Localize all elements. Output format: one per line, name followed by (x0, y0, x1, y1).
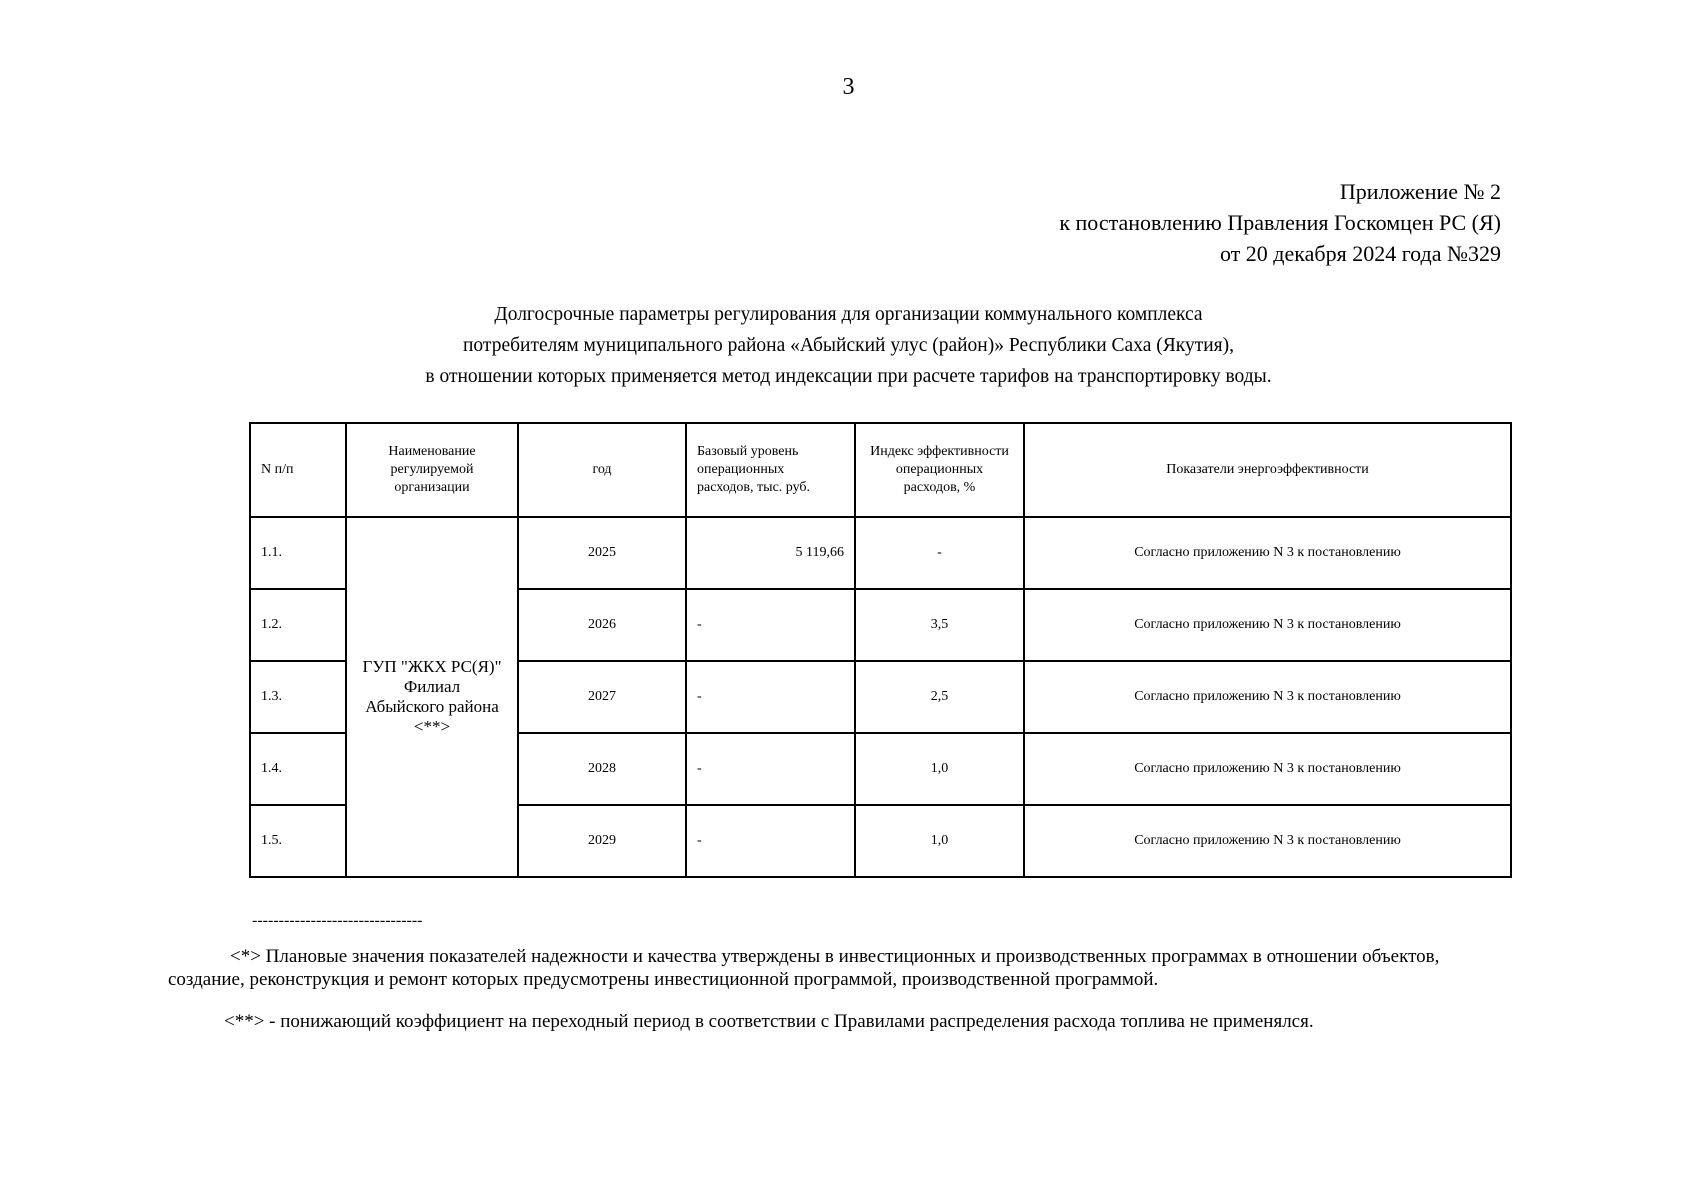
header-base-level: Базовый уровень операционных расходов, тыс. руб. (686, 423, 855, 517)
cell-efficiency-index: - (855, 517, 1024, 589)
org-line: Абыйского района (365, 697, 499, 716)
header-num: N п/п (250, 423, 346, 517)
cell-year: 2027 (518, 661, 686, 733)
header-year: год (518, 423, 686, 517)
cell-base-level: - (686, 589, 855, 661)
cell-energy: Согласно приложению N 3 к постановлению (1024, 661, 1511, 733)
org-line: <**> (413, 717, 451, 736)
cell-year: 2029 (518, 805, 686, 877)
cell-energy: Согласно приложению N 3 к постановлению (1024, 517, 1511, 589)
header-efficiency-index: Индекс эффективности операционных расходов, % (855, 423, 1024, 517)
cell-base-level: - (686, 661, 855, 733)
cell-efficiency-index: 1,0 (855, 733, 1024, 805)
appendix-line: к постановлению Правления Госкомцен РС (Я) (1059, 210, 1501, 235)
cell-year: 2025 (518, 517, 686, 589)
header-energy: Показатели энергоэффективности (1024, 423, 1511, 517)
org-line: ГУП "ЖКХ РС(Я)" (362, 657, 502, 676)
footnote-double-asterisk: <**> - понижающий коэффициент на переходный период в соответствии с Правилами распределения расхода топлива не применялся. (224, 1011, 1314, 1032)
document-title (0, 299, 1697, 392)
cell-efficiency-index: 3,5 (855, 589, 1024, 661)
appendix-header (1059, 176, 1501, 269)
footnote-single-asterisk: <*> Плановые значения показателей надежности и качества утверждены в инвестиционных и производственных программах в отношении объектов, создание, реконструкция и ремонт которых предусмотрены инвестиционной программой, производственной программой. (168, 946, 1440, 990)
cell-num: 1.1. (250, 517, 346, 589)
parameters-table (249, 422, 1512, 878)
cell-year: 2026 (518, 589, 686, 661)
cell-num: 1.5. (250, 805, 346, 877)
table-row (250, 517, 1511, 589)
appendix-line: Приложение № 2 (1339, 179, 1501, 204)
cell-num: 1.4. (250, 733, 346, 805)
footnote-separator: -------------------------------- (252, 912, 423, 929)
page-number: 3 (842, 74, 855, 100)
org-line: Филиал (403, 677, 461, 696)
cell-energy: Согласно приложению N 3 к постановлению (1024, 589, 1511, 661)
title-line: потребителям муниципального района «Абыйский улус (район)» Республики Саха (Якутия), (463, 335, 1234, 356)
cell-energy: Согласно приложению N 3 к постановлению (1024, 733, 1511, 805)
cell-base-level: - (686, 733, 855, 805)
cell-num: 1.2. (250, 589, 346, 661)
title-line: в отношении которых применяется метод индексации при расчете тарифов на транспортировку воды. (425, 366, 1272, 387)
cell-year: 2028 (518, 733, 686, 805)
cell-base-level: 5 119,66 (686, 517, 855, 589)
title-line: Долгосрочные параметры регулирования для организации коммунального комплекса (494, 304, 1203, 325)
cell-base-level: - (686, 805, 855, 877)
cell-energy: Согласно приложению N 3 к постановлению (1024, 805, 1511, 877)
header-org: Наименование регулируемой организации (346, 423, 518, 517)
organization-cell (346, 517, 518, 877)
cell-efficiency-index: 2,5 (855, 661, 1024, 733)
appendix-line: от 20 декабря 2024 года №329 (1219, 241, 1501, 266)
cell-efficiency-index: 1,0 (855, 805, 1024, 877)
table-header-row (250, 423, 1511, 517)
cell-num: 1.3. (250, 661, 346, 733)
